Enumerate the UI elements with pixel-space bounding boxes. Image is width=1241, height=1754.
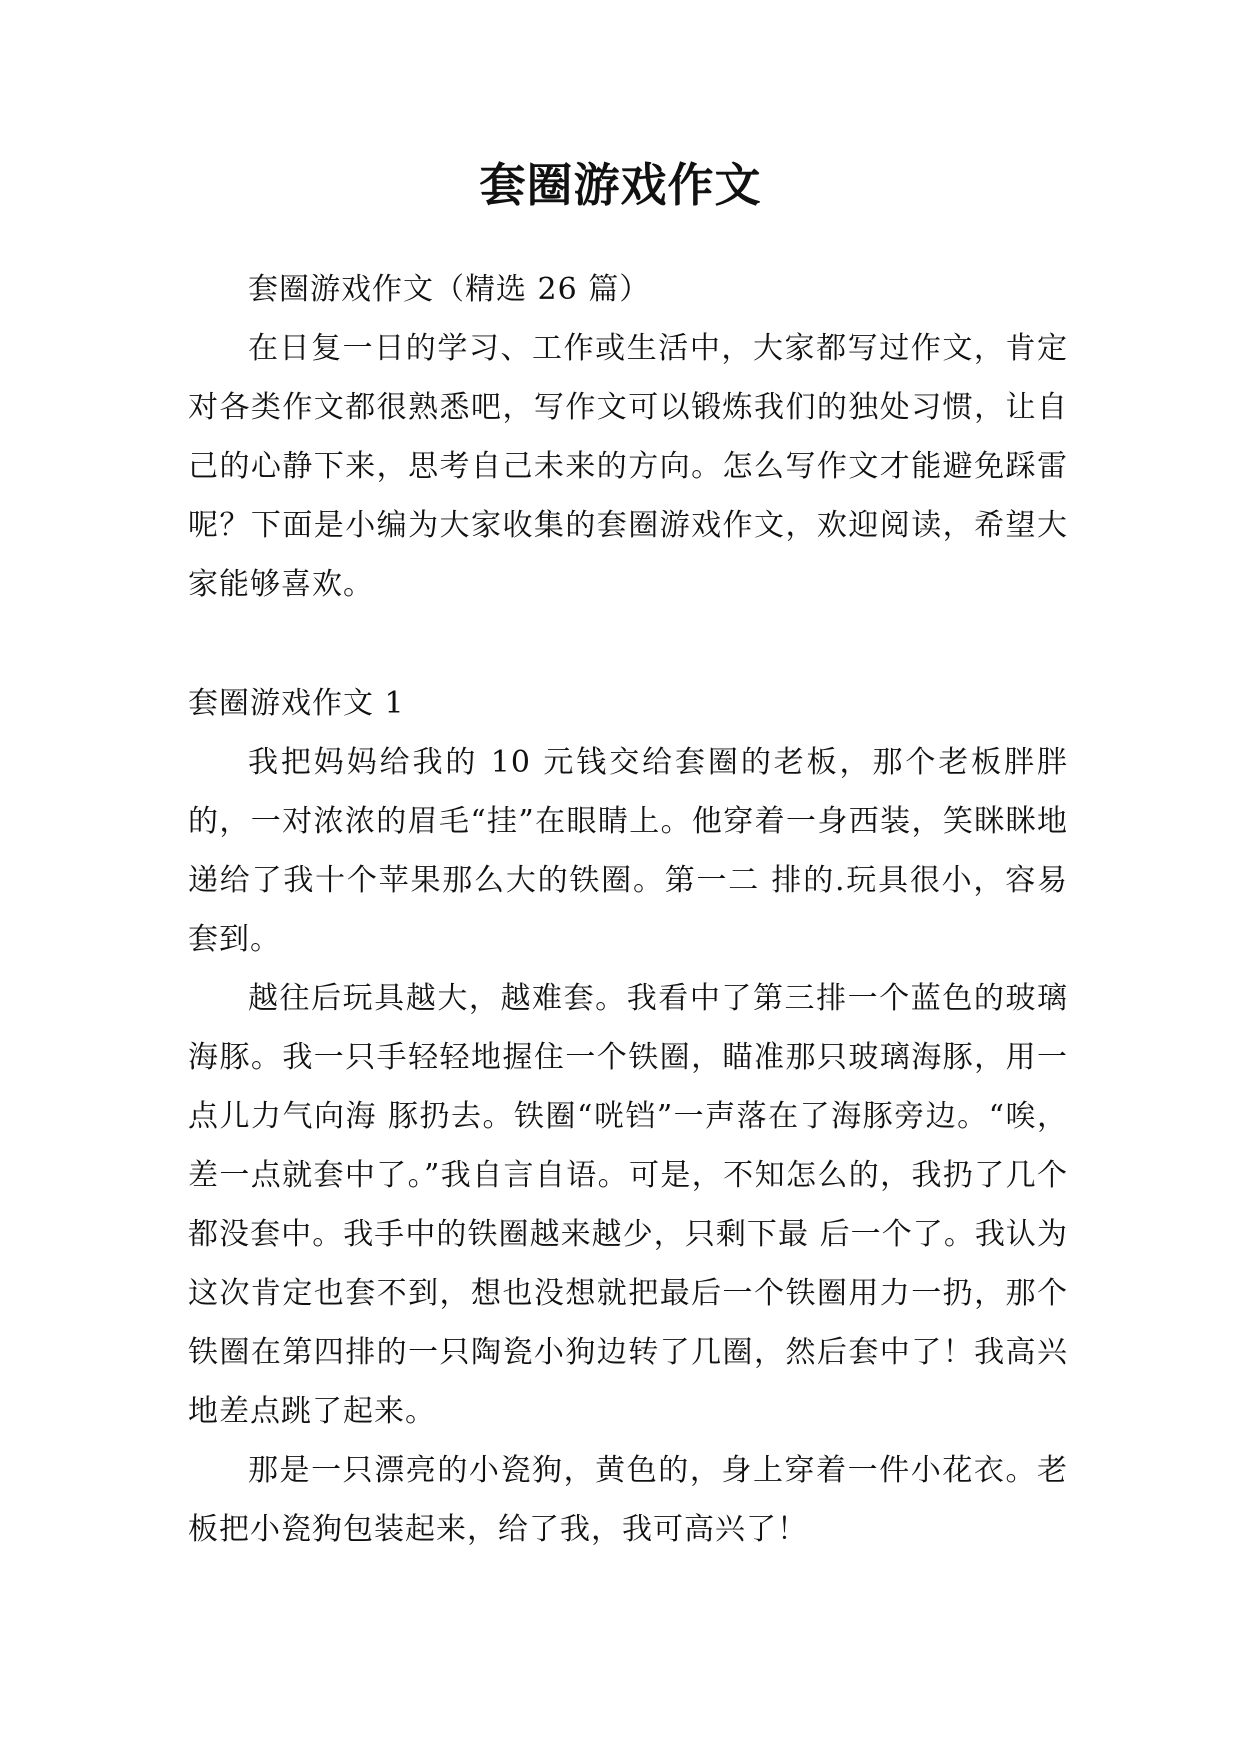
body-paragraph: 越往后玩具越大，越难套。我看中了第三排一个蓝色的玻璃海豚。我一只手轻轻地握住一个铁圈，瞄准那只玻璃海豚，用一点儿力气向海 豚扔去。铁圈“咣铛”一声落在了海豚旁边。“唉，差一点就套中了。”我自言自语。可是，不知怎么的，我扔了几个都没套中。我手中的铁圈越来越少，只剩下最 后一个了。我认为这次肯定也套不到，想也没想就把最后一个铁圈用力一扔，那个铁圈在第四排的一只陶瓷小狗边转了几圈，然后套中了！我高兴地差点跳了起来。	[188, 981, 1068, 1429]
intro-paragraph: 在日复一日的学习、工作或生活中，大家都写过作文，肯定对各类作文都很熟悉吧，写作文可以锻炼我们的独处习惯，让自己的心静下来，思考自己未来的方向。怎么写作文才能避免踩雷呢？下面是小编为大家收集的套圈游戏作文，欢迎阅读，希望大家能够喜欢。	[188, 331, 1068, 602]
document-title: 套圈游戏作文	[479, 158, 762, 212]
body-paragraph: 那是一只漂亮的小瓷狗，黄色的，身上穿着一件小花衣。老板把小瓷狗包装起来，给了我，我可高兴了！	[188, 1453, 1068, 1547]
section-heading: 套圈游戏作文 1	[188, 686, 405, 721]
body-paragraph: 我把妈妈给我的 10 元钱交给套圈的老板，那个老板胖胖的，一对浓浓的眉毛“挂”在眼睛上。他穿着一身西装，笑眯眯地递给了我十个苹果那么大的铁圈。第一二 排的.玩具很小，容易套到。	[188, 745, 1068, 957]
document-body	[188, 260, 1068, 1559]
document-subtitle: 套圈游戏作文（精选 26 篇）	[248, 272, 651, 307]
